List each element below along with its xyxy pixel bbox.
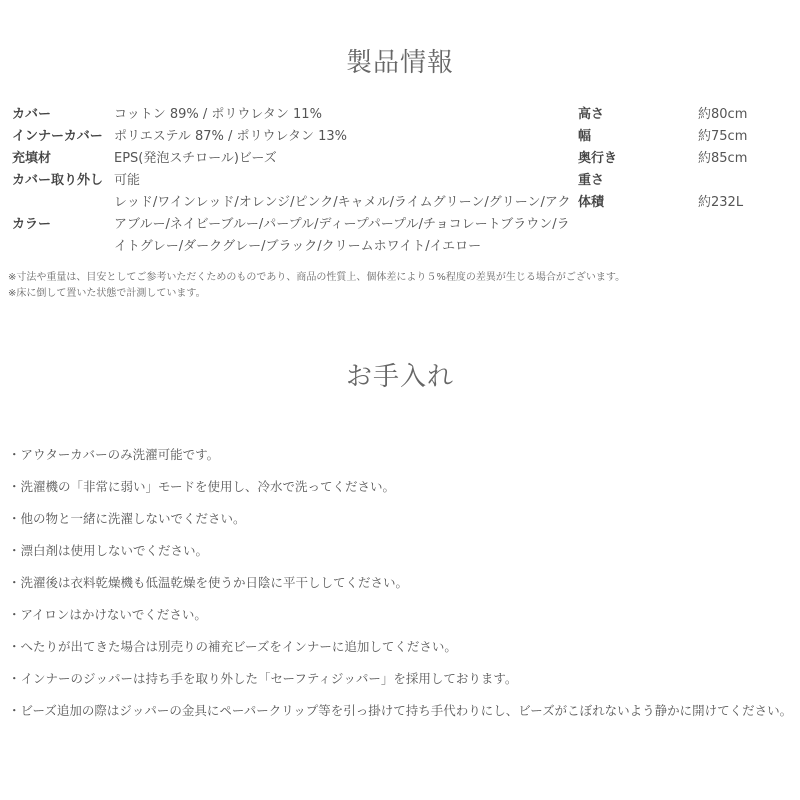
list-item: ・へたりが出てきた場合は別売りの補充ビーズをインナーに追加してください。 <box>8 639 457 654</box>
spec-row-weight <box>578 170 788 192</box>
spec-value: レッド/ワインレッド/オレンジ/ピンク/キャメル/ライムグリーン/グリーン/アクアブルー/ネイビーブルー/パープル/ディープパープル/チョコレートブラウン/ライトグレー/ダークグレー/ブラック/クリームホワイト/イエロー <box>114 195 571 254</box>
spec-row-filling <box>12 148 572 170</box>
list-item: ・ビーズ追加の際はジッパーの金具にペーパークリップ等を引っ掛けて持ち手代わりにし、ビーズがこぼれないよう静かに開けてください。 <box>8 703 793 718</box>
spec-table-right <box>578 104 788 214</box>
spec-value: コットン 89% / ポリウレタン 11% <box>114 107 322 122</box>
spec-value: 約75cm <box>698 129 748 144</box>
list-item: ・洗濯後は衣料乾燥機も低温乾燥を使うか日陰に平干ししてください。 <box>8 575 409 590</box>
care-title: お手入れ <box>345 362 454 392</box>
list-item: ・他の物と一緒に洗濯しないでください。 <box>8 511 246 526</box>
spec-label: カラー <box>12 217 52 232</box>
spec-value: 可能 <box>114 173 141 188</box>
spec-row-height <box>578 104 788 126</box>
spec-label: カバー <box>12 107 52 122</box>
spec-value: 約232L <box>698 195 744 210</box>
measurement-notes <box>8 270 625 302</box>
list-item: ・漂白剤は使用しないでください。 <box>8 543 209 558</box>
spec-label: 奥行き <box>578 151 618 166</box>
spec-value: ポリエステル 87% / ポリウレタン 13% <box>114 129 348 144</box>
spec-label: 幅 <box>578 129 592 144</box>
spec-row-color <box>12 192 572 258</box>
spec-label: カバー取り外し <box>12 173 104 188</box>
spec-table-left <box>12 104 572 258</box>
spec-value: 約85cm <box>698 151 748 166</box>
spec-row-volume <box>578 192 788 214</box>
note-line: ※寸法や重量は、目安としてご参考いただくためのものであり、商品の性質上、個体差により５%程度の差異が生じる場合がございます。 <box>8 272 626 283</box>
care-list <box>8 446 794 734</box>
list-item: ・アウターカバーのみ洗濯可能です。 <box>8 447 220 462</box>
spec-value: 約80cm <box>698 107 748 122</box>
list-item: ・洗濯機の「非常に弱い」モードを使用し、冷水で洗ってください。 <box>8 479 396 494</box>
spec-label: 充填材 <box>12 151 52 166</box>
spec-label: 重さ <box>578 173 605 188</box>
spec-row-removable <box>12 170 572 192</box>
list-item: ・インナーのジッパーは持ち手を取り外した「セーフティジッパー」を採用しております。 <box>8 671 518 686</box>
note-line: ※床に倒して置いた状態で計測しています。 <box>8 288 206 299</box>
spec-value <box>698 170 788 192</box>
list-item: ・アイロンはかけないでください。 <box>8 607 207 622</box>
spec-value: EPS(発泡スチロール)ビーズ <box>114 151 277 166</box>
spec-row-depth <box>578 148 788 170</box>
spec-label: 体積 <box>578 195 605 210</box>
spec-label: 高さ <box>578 107 605 122</box>
spec-row-width <box>578 126 788 148</box>
spec-row-inner-cover <box>12 126 572 148</box>
spec-label: インナーカバー <box>12 129 103 144</box>
spec-row-cover <box>12 104 572 126</box>
product-info-title: 製品情報 <box>345 48 454 78</box>
